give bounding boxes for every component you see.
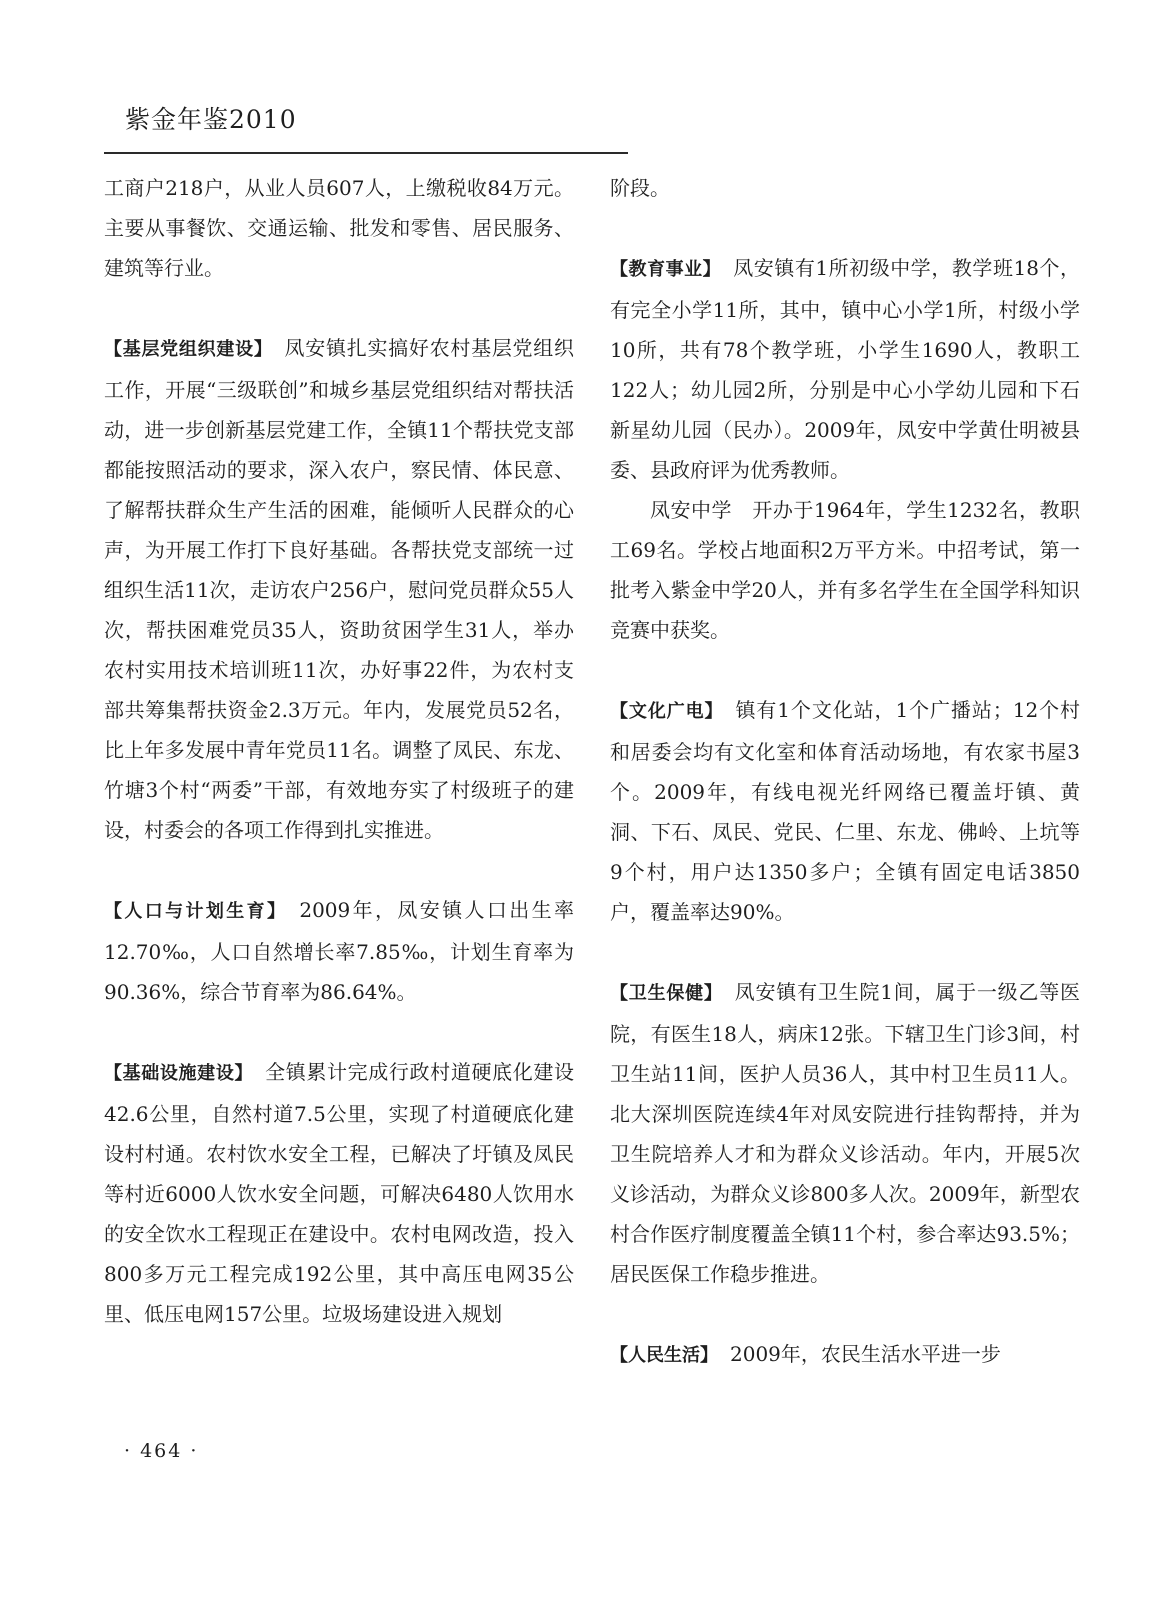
section-text: 2009年，农民生活水平进一步: [730, 1342, 1001, 1366]
section-title: 【人口与计划生育】: [104, 901, 288, 922]
section-text: 凤安镇有卫生院1间，属于一级乙等医院，有医生18人，病床12张。下辖卫生门诊3间，村卫生站11间，医护人员36人，其中村卫生员11人。北大深圳医院连续4年对凤安院进行挂钩帮持，并为卫生院培养人才和为群众义诊活动。年内，开展5次义诊活动，为群众义诊800多人次。2009年，新型农村合作医疗制度覆盖全镇11个村，参合率达93.5%；居民医保工作稳步推进。: [610, 980, 1080, 1286]
section-party-organization: [104, 328, 574, 850]
paragraph-fengan-middle-school: [610, 490, 1080, 650]
section-infrastructure: [104, 1052, 574, 1334]
section-culture-broadcasting: [610, 690, 1080, 932]
paragraph-text: 凤安中学 开办于1964年，学生1232名，教职工69名。学校占地面积2万平方米。中招考试，第一批考入紫金中学20人，并有多名学生在全国学科知识竞赛中获奖。: [610, 498, 1080, 642]
section-text: 凤安镇扎实搞好农村基层党组织工作，开展“三级联创”和城乡基层党组织结对帮扶活动，进一步创新基层党建工作，全镇11个帮扶党支部都能按照活动的要求，深入农户，察民情、体民意、了解帮扶群众生产生活的困难，能倾听人民群众的心声，为开展工作打下良好基础。各帮扶党支部统一过组织生活11次，走访农户256户，慰问党员群众55人次，帮扶困难党员35人，资助贫困学生31人，举办农村实用技术培训班11次，办好事22件，为农村支部共筹集帮扶资金2.3万元。年内，发展党员52名，比上年多发展中青年党员11名。调整了凤民、东龙、竹塘3个村“两委”干部，有效地夯实了村级班子的建设，村委会的各项工作得到扎实推进。: [104, 336, 575, 842]
section-text: 2009年，凤安镇人口出生率12.70‰，人口自然增长率7.85‰，计划生育率为90.36%，综合节育率为86.64%。: [104, 898, 574, 1004]
section-title: 【文化广电】: [610, 701, 724, 722]
section-title: 【基础设施建设】: [104, 1063, 254, 1084]
paragraph-text: 阶段。: [610, 176, 670, 200]
section-text: 凤安镇有1所初级中学，教学班18个，有完全小学11所，其中，镇中心小学1所，村级小学10所，共有78个教学班，小学生1690人，教职工122人；幼儿园2所，分别是中心小学幼儿园和下石新星幼儿园（民办）。2009年，凤安中学黄仕明被县委、县政府评为优秀教师。: [610, 256, 1080, 482]
section-title: 【教育事业】: [610, 259, 722, 280]
section-health-care: [610, 972, 1080, 1294]
page-number: · 464 ·: [124, 1440, 199, 1462]
section-people-livelihood: [610, 1334, 1080, 1376]
paragraph-continuation: [610, 168, 1080, 208]
paragraph-text: 工商户218户，从业人员607人，上缴税收84万元。主要从事餐饮、交通运输、批发和零售、居民服务、建筑等行业。: [104, 176, 574, 280]
section-title: 【人民生活】: [610, 1345, 718, 1366]
section-text: 全镇累计完成行政村道硬底化建设42.6公里，自然村道7.5公里，实现了村道硬底化建设村村通。农村饮水安全工程，已解决了圩镇及凤民等村近6000人饮水安全问题，可解决6480人饮用水的安全饮水工程现正在建设中。农村电网改造，投入800多万元工程完成192公里，其中高压电网35公里、低压电网157公里。垃圾场建设进入规划: [104, 1060, 575, 1326]
left-column: [104, 168, 574, 1334]
section-title: 【卫生保健】: [610, 983, 723, 1004]
section-education: [610, 248, 1080, 490]
running-header-title: 紫金年鉴2010: [125, 105, 297, 134]
paragraph-continuation: [104, 168, 574, 288]
header-rule: [104, 152, 628, 154]
right-column: [610, 168, 1080, 1376]
section-title: 【基层党组织建设】: [104, 339, 273, 360]
section-text: 镇有1个文化站，1个广播站；12个村和居委会均有文化室和体育活动场地，有农家书屋3个。2009年，有线电视光纤网络已覆盖圩镇、黄洞、下石、凤民、党民、仁里、东龙、佛岭、上坑等9个村，用户达1350多户；全镇有固定电话3850户，覆盖率达90%。: [610, 698, 1081, 924]
section-population-planning: [104, 890, 574, 1012]
